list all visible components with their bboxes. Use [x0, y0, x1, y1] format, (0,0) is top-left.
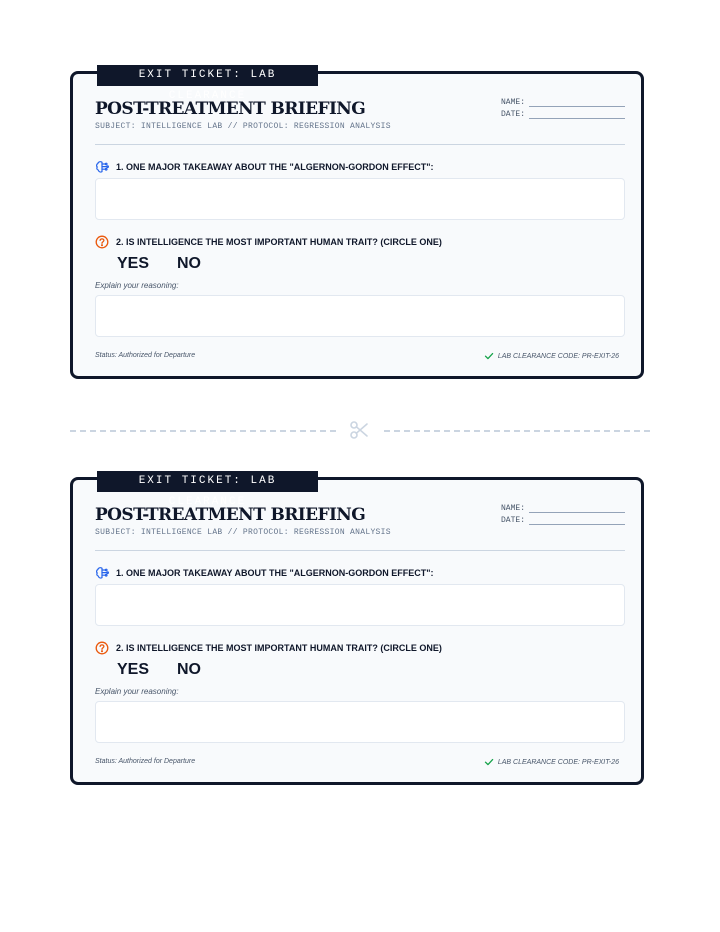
- question-circle-icon: [95, 235, 109, 249]
- yes-option[interactable]: YES: [117, 661, 150, 678]
- check-icon: [484, 757, 494, 767]
- question-1-label: 1. ONE MAJOR TAKEAWAY ABOUT THE "ALGERNON-GORDON EFFECT":: [116, 162, 434, 172]
- yes-option[interactable]: YES: [117, 255, 150, 272]
- date-field[interactable]: [501, 110, 525, 119]
- name-field[interactable]: [501, 98, 525, 107]
- status-text: Status: Authorized for Departure: [95, 758, 196, 765]
- brain-icon: [95, 160, 109, 174]
- name-line: [529, 106, 625, 107]
- divider: [95, 550, 625, 551]
- name-field[interactable]: [501, 504, 525, 513]
- ticket-title: POST-TREATMENT BRIEFING: [95, 505, 366, 525]
- date-label: DATE:: [501, 516, 526, 525]
- no-option[interactable]: NO: [177, 255, 201, 272]
- scissors-icon: [349, 420, 369, 440]
- cut-line-right: [384, 430, 650, 432]
- date-line: [529, 524, 625, 525]
- takeaway-answer-box[interactable]: [95, 584, 625, 626]
- question-circle-icon: [95, 641, 109, 655]
- exit-ticket: [70, 71, 644, 379]
- ticket-title: POST-TREATMENT BRIEFING: [95, 99, 366, 119]
- clearance-code-text: LAB CLEARANCE CODE: PR-EXIT-26: [497, 352, 619, 360]
- name-label: NAME:: [501, 504, 526, 513]
- reasoning-answer-box[interactable]: [95, 295, 625, 337]
- question-2-label: 2. IS INTELLIGENCE THE MOST IMPORTANT HUMAN TRAIT? (CIRCLE ONE): [116, 643, 442, 653]
- question-2-label: 2. IS INTELLIGENCE THE MOST IMPORTANT HUMAN TRAIT? (CIRCLE ONE): [116, 237, 442, 247]
- question-1-label: 1. ONE MAJOR TAKEAWAY ABOUT THE "ALGERNON-GORDON EFFECT":: [116, 568, 434, 578]
- name-label: NAME:: [501, 98, 526, 107]
- date-label: DATE:: [501, 110, 526, 119]
- reasoning-answer-box[interactable]: [95, 701, 625, 743]
- date-field[interactable]: [501, 516, 525, 525]
- explain-prompt: Explain your reasoning:: [95, 687, 179, 696]
- divider: [95, 144, 625, 145]
- status-text: Status: Authorized for Departure: [95, 352, 196, 359]
- clearance-code: [484, 351, 619, 361]
- ticket-subject: SUBJECT: INTELLIGENCE LAB // PROTOCOL: REGRESSION ANALYSIS: [95, 122, 391, 131]
- takeaway-answer-box[interactable]: [95, 178, 625, 220]
- date-line: [529, 118, 625, 119]
- exit-ticket: [70, 477, 644, 785]
- ticket-tab: EXIT TICKET: LAB CLEARANCE: [97, 471, 318, 492]
- clearance-code-text: LAB CLEARANCE CODE: PR-EXIT-26: [497, 758, 619, 766]
- no-option[interactable]: NO: [177, 661, 201, 678]
- cut-line-left: [70, 430, 336, 432]
- name-line: [529, 512, 625, 513]
- clearance-code: [484, 757, 619, 767]
- explain-prompt: Explain your reasoning:: [95, 281, 179, 290]
- check-icon: [484, 351, 494, 361]
- ticket-tab: EXIT TICKET: LAB CLEARANCE: [97, 65, 318, 86]
- ticket-subject: SUBJECT: INTELLIGENCE LAB // PROTOCOL: REGRESSION ANALYSIS: [95, 528, 391, 537]
- brain-icon: [95, 566, 109, 580]
